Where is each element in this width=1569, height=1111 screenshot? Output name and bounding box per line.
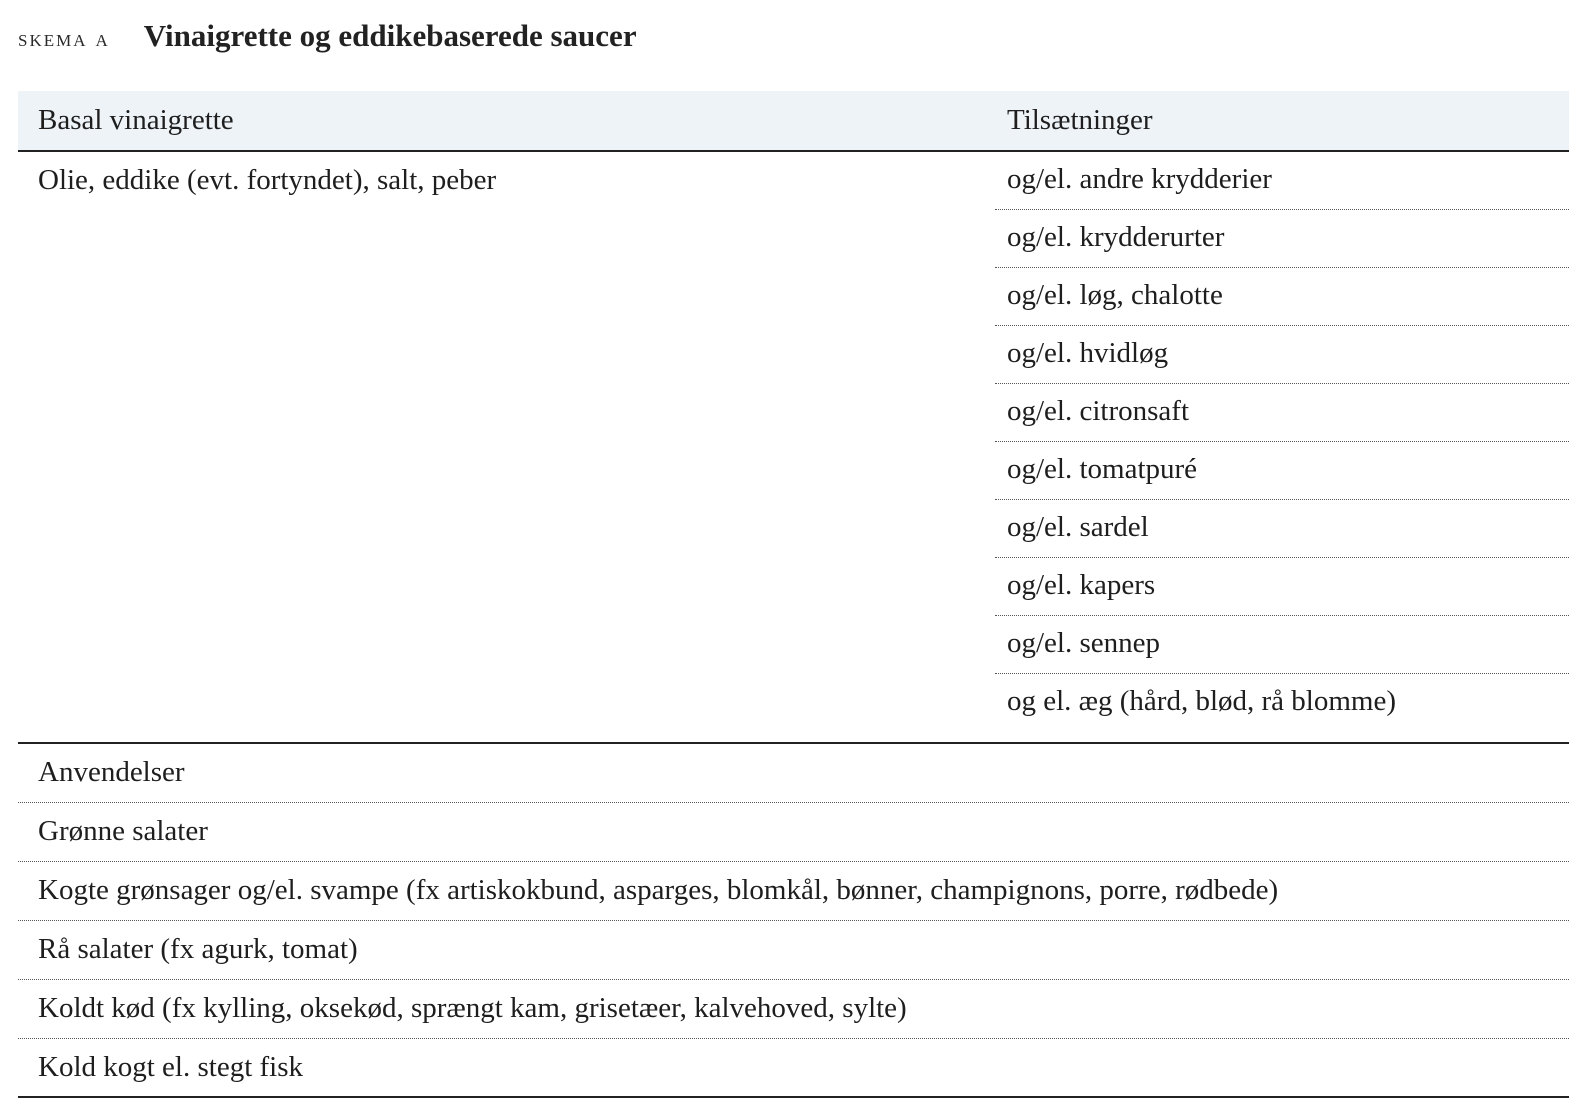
schema-title: Vinaigrette og eddikebaserede saucer [143,18,637,53]
addition-item: og/el. hvidløg [995,326,1569,384]
addition-item: og/el. krydderurter [995,210,1569,268]
ingredients-block [18,152,1569,744]
addition-item: og/el. andre krydderier [995,152,1569,210]
table-caption [18,18,637,62]
addition-item: og el. æg (hård, blød, rå blomme) [1007,685,1396,717]
uses-block [18,744,1569,1098]
header-tilsaetninger: Tilsætninger [1007,104,1153,136]
additions-list [995,152,1569,732]
addition-item: og/el. sardel [995,500,1569,558]
uses-header: Anvendelser [18,744,1569,803]
table-header [18,91,1569,152]
use-item: Kogte grønsager og/el. svampe (fx artiskokbund, asparges, blomkål, bønner, champignons, porre, rødbede) [18,862,1569,921]
use-item: Grønne salater [18,803,1569,862]
header-basal-vinaigrette: Basal vinaigrette [38,104,234,136]
addition-item: og/el. løg, chalotte [995,268,1569,326]
use-item: Kold kogt el. stegt fisk [18,1039,1569,1098]
addition-item: og/el. tomatpuré [995,442,1569,500]
use-item: Koldt kød (fx kylling, oksekød, sprængt kam, grisetæer, kalvehoved, sylte) [18,980,1569,1039]
vinaigrette-table [18,91,1569,1098]
use-item: Rå salater (fx agurk, tomat) [18,921,1569,980]
schema-label: skema a [18,26,110,52]
addition-item: og/el. sennep [995,616,1569,674]
addition-item: og/el. citronsaft [995,384,1569,442]
addition-item: og/el. kapers [995,558,1569,616]
base-ingredients: Olie, eddike (evt. fortyndet), salt, peber [38,164,497,196]
